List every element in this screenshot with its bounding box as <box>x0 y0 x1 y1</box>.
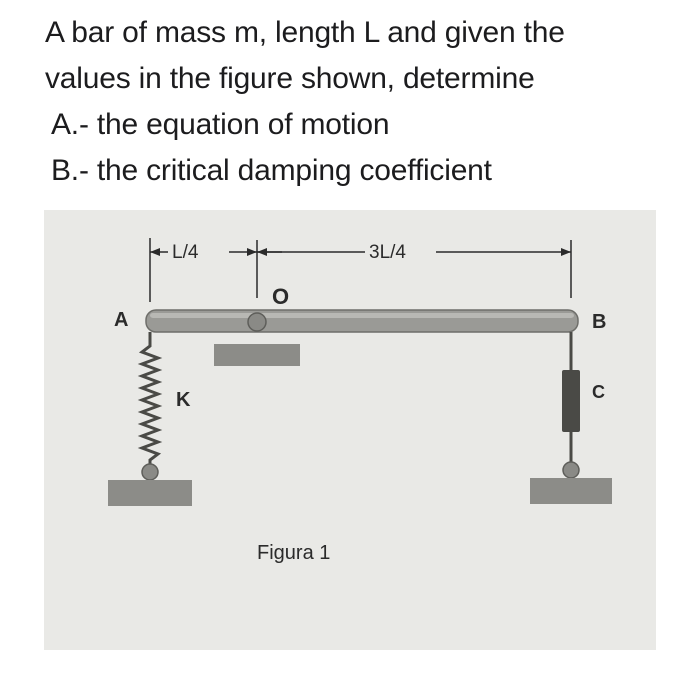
question-line-1: A bar of mass m, length L and given the <box>45 16 565 49</box>
dim-label-three-quarter: 3L/4 <box>369 242 406 263</box>
pivot-support-base <box>214 344 300 366</box>
dim-arrowhead-4 <box>561 248 571 256</box>
question-part-a: A.- the equation of motion <box>51 108 390 141</box>
figure-drawing <box>44 210 656 650</box>
dim-label-quarter: L/4 <box>172 242 199 263</box>
end-a-label: A <box>114 309 129 331</box>
pivot-label: O <box>272 284 290 309</box>
damper-cylinder <box>562 370 580 432</box>
spring <box>142 332 158 472</box>
figure-caption: Figura 1 <box>257 542 331 564</box>
problem-statement <box>45 10 685 194</box>
pivot-pin <box>248 313 266 331</box>
spring-ground <box>108 480 192 506</box>
spring-label: K <box>176 389 191 411</box>
question-line-2: values in the figure shown, determine <box>45 62 535 95</box>
bar-highlight <box>150 313 574 318</box>
damper-label: C <box>592 382 605 402</box>
dim-arrowhead-1 <box>150 248 160 256</box>
dim-arrowhead-2 <box>247 248 257 256</box>
damper-ground <box>530 478 612 504</box>
end-b-label: B <box>592 311 607 333</box>
spring-pin <box>142 464 158 480</box>
dim-arrowhead-3 <box>257 248 267 256</box>
dimension-lines <box>150 238 571 302</box>
mechanism-figure <box>44 210 656 650</box>
question-part-b: B.- the critical damping coefficient <box>51 154 492 187</box>
damper-pin <box>563 462 579 478</box>
